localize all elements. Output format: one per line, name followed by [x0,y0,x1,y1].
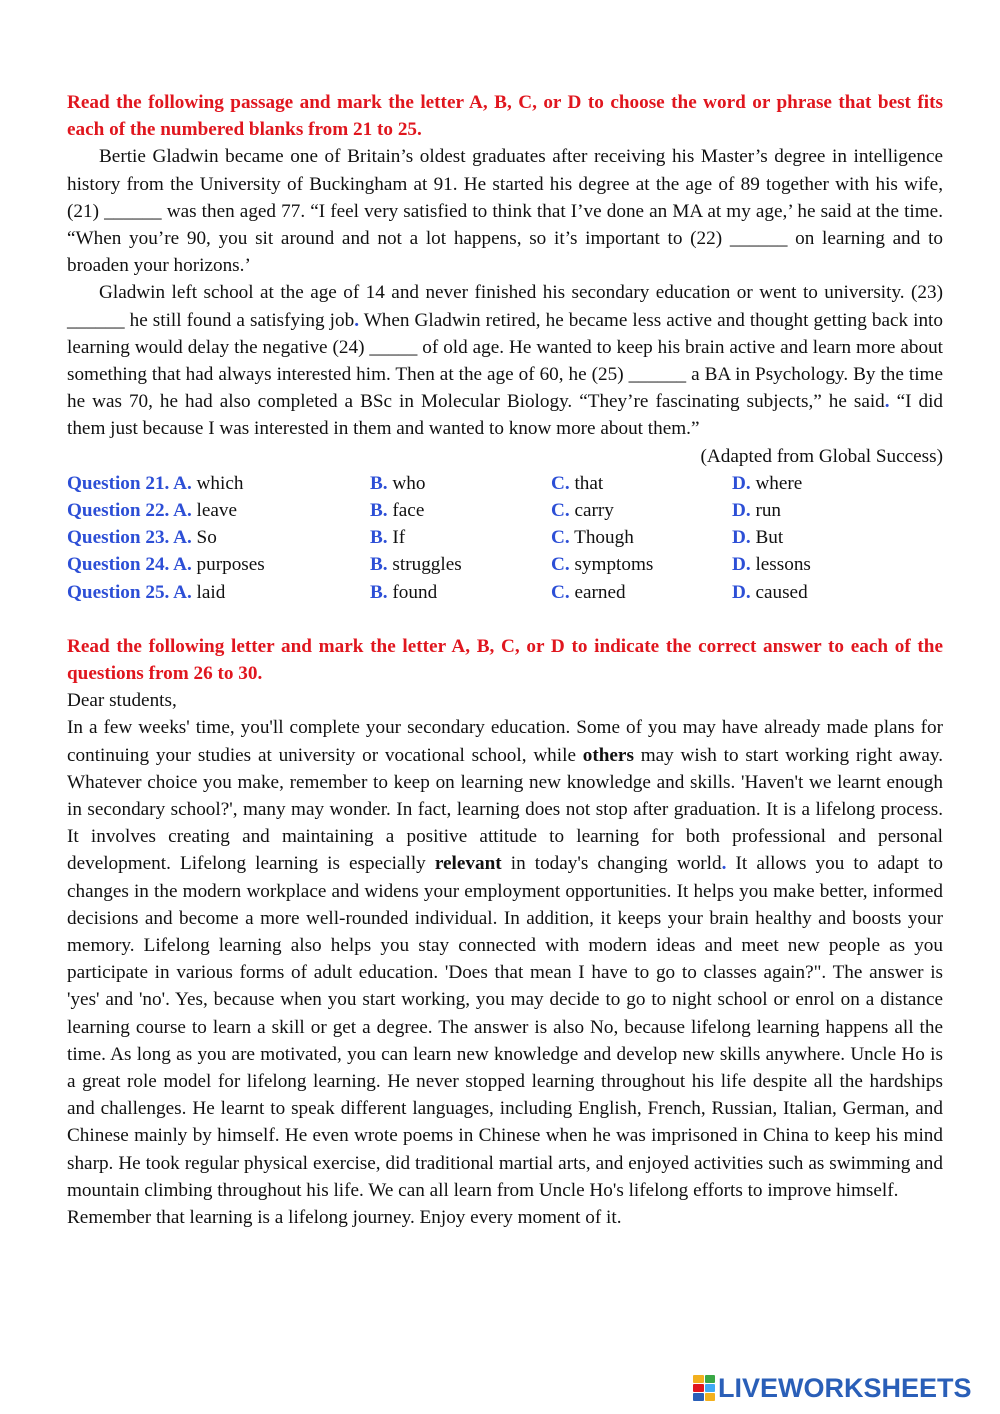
question-label: Question 25. A. [67,581,192,603]
question-label: Question 24. A. [67,554,192,576]
option-a[interactable] [67,551,370,578]
passage-paragraph-1: Bertie Gladwin became one of Britain’s oldest graduates after receiving his Master’s degree in intelligence history from the University of Buckingham at 91. He started his degree at the age of 89 together with his wife, (21) ______ was then aged 77. “I feel very satisfied to think that I’ve done an MA at my age,’ he said at the time. “When you’re 90, you sit around and not a lot happens, so it’s important to (22) ______ on learning and to broaden your horizons.’ [67,146,943,277]
paragraph-2-part-a: Gladwin left school at the age of 14 and never finished his secondary education or went to university. (23) ______ he still found a satisfying job [67,282,943,331]
option-a[interactable] [67,470,370,497]
option-letter: D. [732,554,751,576]
question-row-21 [67,470,943,497]
blue-period: . [721,853,727,875]
option-letter: B. [370,527,388,549]
option-c[interactable] [551,551,732,578]
option-c[interactable] [551,579,732,606]
option-a[interactable] [67,497,370,524]
letter-body-part-d: It allows you to adapt to changes in the modern workplace and widens your employment opportunities. It helps you make better, informed decisions and become a more well-rounded individual. In addition, it keeps your brain healthy and boosts your memory. Lifelong learning also helps you stay connected with modern ideas and meet new people as you participate in various forms of adult education. 'Does that mean I have to go to classes again?". The answer is 'yes' and 'no'. Yes, because when you start working, you may decide to go to night school or enrol on a distance learning course to learn a skill or get a degree. The answer is also No, because lifelong learning happens all the time. As long as you are motivated, you can learn new knowledge and develop new skills anywhere. Uncle Ho is a great role model for lifelong learning. He never stopped learning throughout his life despite all the hardships and challenges. He learnt to speak different languages, including English, French, Russian, Italian, German, and Chinese mainly by himself. He even wrote poems in Chinese when he was imprisoned in China to keep his mind sharp. He took regular physical exercise, did traditional martial arts, and enjoyed activities such as swimming and mountain climbing throughout his life. We can all learn from Uncle Ho's lifelong efforts to improve himself. [67,853,943,1201]
question-row-23 [67,524,943,551]
option-text: found [387,581,438,603]
option-letter: B. [370,500,388,522]
option-text: earned [569,581,626,603]
option-text: laid [191,581,226,603]
option-b[interactable] [370,551,551,578]
liveworksheets-logo-icon [693,1375,715,1401]
option-letter: C. [551,581,570,603]
option-d[interactable] [732,524,932,551]
option-text: caused [750,581,808,603]
passage-source: (Adapted from Global Success) [700,445,943,467]
option-b[interactable] [370,579,551,606]
question-label: Question 23. A. [67,527,192,549]
option-letter: C. [551,500,570,522]
section2-instruction: Read the following letter and mark the letter A, B, C, or D to indicate the correct answer to each of the questions from 26 to 30. [67,635,943,684]
option-b[interactable] [370,470,551,497]
option-letter: D. [732,500,751,522]
liveworksheets-logo-text: LIVEWORKSHEETS [718,1372,972,1403]
option-letter: D. [732,472,751,494]
option-text: purposes [191,554,265,576]
option-text: Though [569,527,634,549]
option-letter: D. [732,527,751,549]
letter-body-part-b: may wish to start working right away. Whatever choice you make, remember to keep on learning new knowledge and skills. 'Haven't we learnt enough in secondary school?', many may wonder. In fact, learning does not stop after graduation. It is a lifelong process. It involves creating and maintaining a positive attitude to learning for both professional and personal development. Lifelong learning is especially [67,744,943,875]
option-text: run [750,500,782,522]
option-text: symptoms [569,554,654,576]
option-text: carry [569,500,614,522]
option-text: lessons [750,554,811,576]
option-text: where [750,472,803,494]
question-label: Question 22. A. [67,500,192,522]
highlight-word-relevant: relevant [434,853,502,875]
letter-body-part-a: In a few weeks' time, you'll complete your secondary education. Some of you may have already made plans for continuing your studies at university or vocational school, while [67,717,943,766]
question-list [67,470,943,606]
option-d[interactable] [732,551,932,578]
option-c[interactable] [551,497,732,524]
paragraph-2-part-c: “I did them just because I was interested in them and wanted to know more about them.” [67,391,943,440]
option-a[interactable] [67,524,370,551]
paragraph-2-part-b: When Gladwin retired, he became less active and thought getting back into learning would delay the negative (24) _____ of old age. He wanted to keep his brain active and learn more about something that had always interested him. Then at the age of 60, he (25) ______ a BA in Psychology. By the time he was 70, he had also completed a BSc in Molecular Biology. “They’re fascinating subjects,” he said [67,309,943,413]
option-text: leave [191,500,238,522]
option-d[interactable] [732,497,932,524]
option-b[interactable] [370,497,551,524]
question-row-24 [67,551,943,578]
section1-instruction: Read the following passage and mark the letter A, B, C, or D to choose the word or phrase that best fits each of the numbered blanks from 21 to 25. [67,92,943,141]
option-letter: D. [732,581,751,603]
option-d[interactable] [732,579,932,606]
option-b[interactable] [370,524,551,551]
option-letter: B. [370,472,388,494]
option-a[interactable] [67,579,370,606]
question-label: Question 21. A. [67,472,192,494]
option-letter: C. [551,472,570,494]
letter-greeting: Dear students, [67,690,177,712]
option-text: If [387,527,406,549]
letter-body-part-c: in today's changing world [501,853,722,875]
option-letter: C. [551,554,570,576]
worksheet-page [67,89,943,1231]
option-c[interactable] [551,470,732,497]
option-text: who [387,472,426,494]
passage-paragraph-2 [67,279,943,442]
option-text: face [387,500,425,522]
section-spacer [67,606,943,633]
option-text: that [569,472,604,494]
option-letter: B. [370,554,388,576]
option-text: which [191,472,244,494]
option-letter: C. [551,527,570,549]
question-row-22 [67,497,943,524]
option-letter: B. [370,581,388,603]
liveworksheets-logo [693,1373,972,1403]
option-text: But [750,527,784,549]
blue-period: . [884,391,890,413]
option-text: struggles [387,554,462,576]
option-d[interactable] [732,470,932,497]
letter-closing: Remember that learning is a lifelong journey. Enjoy every moment of it. [67,1207,622,1229]
highlight-word-others: others [582,744,634,766]
blue-period: . [354,309,359,331]
option-c[interactable] [551,524,732,551]
option-text: So [191,527,217,549]
question-row-25 [67,579,943,606]
letter-body [67,714,943,1204]
